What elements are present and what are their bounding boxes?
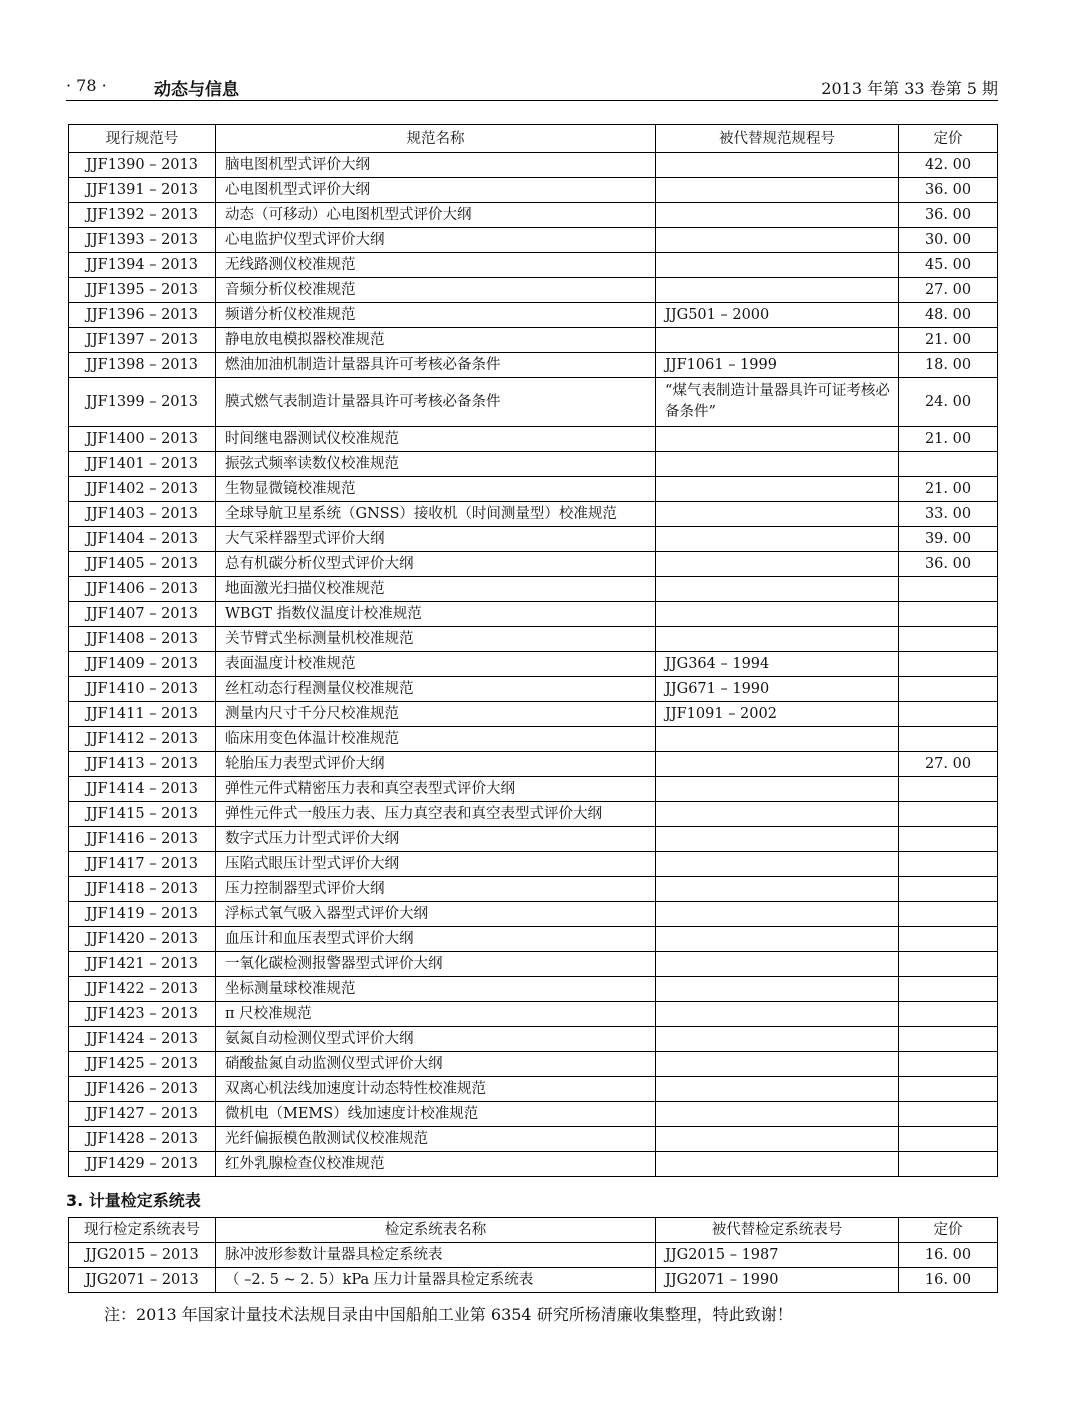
- table-row: [69, 977, 998, 1002]
- replaced-cell: JJG2071 – 1990: [656, 1268, 899, 1293]
- replaced-cell: [656, 178, 899, 203]
- name-cell: 硝酸盐氮自动监测仪型式评价大纲: [216, 1052, 656, 1077]
- code-cell: JJF1397 – 2013: [69, 328, 216, 353]
- table-row: [69, 1027, 998, 1052]
- table-row: [69, 902, 998, 927]
- code-cell: JJF1417 – 2013: [69, 852, 216, 877]
- code-cell: JJF1393 – 2013: [69, 228, 216, 253]
- code-cell: JJG2071 – 2013: [69, 1268, 216, 1293]
- price-cell: [899, 702, 998, 727]
- table-row: [69, 1077, 998, 1102]
- name-cell: 大气采样器型式评价大纲: [216, 527, 656, 552]
- name-cell: 一氧化碳检测报警器型式评价大纲: [216, 952, 656, 977]
- code-cell: JJF1411 – 2013: [69, 702, 216, 727]
- col-header-price: 定价: [899, 125, 998, 153]
- price-cell: [899, 627, 998, 652]
- code-cell: JJF1414 – 2013: [69, 777, 216, 802]
- name-cell: 表面温度计校准规范: [216, 652, 656, 677]
- replaced-cell: [656, 203, 899, 228]
- replaced-cell: [656, 1077, 899, 1102]
- name-cell: 振弦式频率读数仪校准规范: [216, 452, 656, 477]
- specification-table: [68, 124, 998, 1177]
- code-cell: JJF1428 – 2013: [69, 1127, 216, 1152]
- table-row: [69, 228, 998, 253]
- name-cell: 膜式燃气表制造计量器具许可考核必备条件: [216, 378, 656, 427]
- name-cell: 浮标式氧气吸入器型式评价大纲: [216, 902, 656, 927]
- table-row: [69, 427, 998, 452]
- replaced-cell: JJG671 – 1990: [656, 677, 899, 702]
- code-cell: JJF1402 – 2013: [69, 477, 216, 502]
- table-row: [69, 153, 998, 178]
- code-cell: JJF1410 – 2013: [69, 677, 216, 702]
- name-cell: 轮胎压力表型式评价大纲: [216, 752, 656, 777]
- code-cell: JJF1406 – 2013: [69, 577, 216, 602]
- code-cell: JJF1422 – 2013: [69, 977, 216, 1002]
- replaced-cell: “煤气表制造计量器具许可证考核必备条件”: [656, 378, 899, 427]
- price-cell: 24. 00: [899, 378, 998, 427]
- price-cell: [899, 1027, 998, 1052]
- code-cell: JJF1407 – 2013: [69, 602, 216, 627]
- table-row: [69, 552, 998, 577]
- replaced-cell: [656, 927, 899, 952]
- name-cell: 氨氮自动检测仪型式评价大纲: [216, 1027, 656, 1052]
- name-cell: WBGT 指数仪温度计校准规范: [216, 602, 656, 627]
- code-cell: JJF1408 – 2013: [69, 627, 216, 652]
- replaced-cell: [656, 802, 899, 827]
- code-cell: JJF1426 – 2013: [69, 1077, 216, 1102]
- replaced-cell: [656, 827, 899, 852]
- price-cell: [899, 727, 998, 752]
- issue-label: 2013 年第 33 卷第 5 期: [821, 79, 998, 98]
- table-row: [69, 852, 998, 877]
- price-cell: 18. 00: [899, 353, 998, 378]
- section-title: 动态与信息: [154, 80, 239, 100]
- name-cell: 燃油加油机制造计量器具许可考核必备条件: [216, 353, 656, 378]
- price-cell: [899, 927, 998, 952]
- price-cell: [899, 802, 998, 827]
- name-cell: 全球导航卫星系统（GNSS）接收机（时间测量型）校准规范: [216, 502, 656, 527]
- code-cell: JJF1399 – 2013: [69, 378, 216, 427]
- replaced-cell: [656, 527, 899, 552]
- name-cell: 静电放电模拟器校准规范: [216, 328, 656, 353]
- table-row: [69, 1002, 998, 1027]
- code-cell: JJF1419 – 2013: [69, 902, 216, 927]
- col-header-code: 现行规范号: [69, 125, 216, 153]
- code-cell: JJG2015 – 2013: [69, 1243, 216, 1268]
- col-header-name: 检定系统表名称: [216, 1218, 656, 1243]
- name-cell: 脑电图机型式评价大纲: [216, 153, 656, 178]
- replaced-cell: [656, 153, 899, 178]
- col-header-code: 现行检定系统表号: [69, 1218, 216, 1243]
- table-row: [69, 502, 998, 527]
- code-cell: JJF1413 – 2013: [69, 752, 216, 777]
- col-header-replaced: 被代替检定系统表号: [656, 1218, 899, 1243]
- code-cell: JJF1424 – 2013: [69, 1027, 216, 1052]
- table-row: [69, 877, 998, 902]
- price-cell: 21. 00: [899, 427, 998, 452]
- name-cell: 红外乳腺检查仪校准规范: [216, 1152, 656, 1177]
- table-row: [69, 477, 998, 502]
- table-row: [69, 452, 998, 477]
- price-cell: 36. 00: [899, 552, 998, 577]
- price-cell: 48. 00: [899, 303, 998, 328]
- price-cell: [899, 1102, 998, 1127]
- price-cell: 16. 00: [899, 1268, 998, 1293]
- replaced-cell: [656, 452, 899, 477]
- table-row: [69, 253, 998, 278]
- table-row: [69, 328, 998, 353]
- replaced-cell: [656, 627, 899, 652]
- table-row: [69, 652, 998, 677]
- replaced-cell: JJF1091 – 2002: [656, 702, 899, 727]
- code-cell: JJF1398 – 2013: [69, 353, 216, 378]
- table-row: [69, 577, 998, 602]
- table-row: [69, 1127, 998, 1152]
- replaced-cell: [656, 552, 899, 577]
- code-cell: JJF1405 – 2013: [69, 552, 216, 577]
- replaced-cell: JJF1061 – 1999: [656, 353, 899, 378]
- table-header-row: [69, 125, 998, 153]
- replaced-cell: [656, 502, 899, 527]
- replaced-cell: [656, 902, 899, 927]
- price-cell: 36. 00: [899, 203, 998, 228]
- replaced-cell: [656, 752, 899, 777]
- replaced-cell: [656, 477, 899, 502]
- replaced-cell: [656, 1052, 899, 1077]
- price-cell: 42. 00: [899, 153, 998, 178]
- table-row: [69, 1243, 998, 1268]
- replaced-cell: JJG364 – 1994: [656, 652, 899, 677]
- replaced-cell: [656, 1127, 899, 1152]
- table-row: [69, 777, 998, 802]
- name-cell: 时间继电器测试仪校准规范: [216, 427, 656, 452]
- price-cell: 45. 00: [899, 253, 998, 278]
- table-row: [69, 303, 998, 328]
- replaced-cell: [656, 278, 899, 303]
- name-cell: 压力控制器型式评价大纲: [216, 877, 656, 902]
- table-row: [69, 378, 998, 427]
- replaced-cell: [656, 852, 899, 877]
- name-cell: 光纤偏振模色散测试仪校准规范: [216, 1127, 656, 1152]
- price-cell: [899, 602, 998, 627]
- replaced-cell: [656, 877, 899, 902]
- price-cell: [899, 1127, 998, 1152]
- name-cell: 无线路测仪校准规范: [216, 253, 656, 278]
- code-cell: JJF1390 – 2013: [69, 153, 216, 178]
- code-cell: JJF1420 – 2013: [69, 927, 216, 952]
- price-cell: 21. 00: [899, 328, 998, 353]
- price-cell: [899, 1152, 998, 1177]
- replaced-cell: [656, 1152, 899, 1177]
- price-cell: 33. 00: [899, 502, 998, 527]
- replaced-cell: JJG2015 – 1987: [656, 1243, 899, 1268]
- table-row: [69, 203, 998, 228]
- page-number: · 78 ·: [66, 76, 107, 95]
- table-row: [69, 602, 998, 627]
- section3-title: 3. 计量检定系统表: [66, 1191, 201, 1210]
- replaced-cell: JJG501 – 2000: [656, 303, 899, 328]
- name-cell: 丝杠动态行程测量仪校准规范: [216, 677, 656, 702]
- name-cell: 血压计和血压表型式评价大纲: [216, 927, 656, 952]
- footnote: 注：2013 年国家计量技术法规目录由中国船舶工业第 6354 研究所杨清廉收集整理，特此致谢！: [104, 1305, 793, 1324]
- name-cell: 心电图机型式评价大纲: [216, 178, 656, 203]
- replaced-cell: [656, 602, 899, 627]
- name-cell: 脉冲波形参数计量器具检定系统表: [216, 1243, 656, 1268]
- code-cell: JJF1392 – 2013: [69, 203, 216, 228]
- price-cell: [899, 1002, 998, 1027]
- table-row: [69, 752, 998, 777]
- price-cell: 21. 00: [899, 477, 998, 502]
- name-cell: 关节臂式坐标测量机校准规范: [216, 627, 656, 652]
- code-cell: JJF1409 – 2013: [69, 652, 216, 677]
- replaced-cell: [656, 977, 899, 1002]
- replaced-cell: [656, 1002, 899, 1027]
- price-cell: 27. 00: [899, 752, 998, 777]
- name-cell: 动态（可移动）心电图机型式评价大纲: [216, 203, 656, 228]
- table-row: [69, 702, 998, 727]
- page-header: [66, 74, 998, 101]
- price-cell: [899, 452, 998, 477]
- code-cell: JJF1412 – 2013: [69, 727, 216, 752]
- code-cell: JJF1423 – 2013: [69, 1002, 216, 1027]
- replaced-cell: [656, 427, 899, 452]
- price-cell: [899, 952, 998, 977]
- code-cell: JJF1427 – 2013: [69, 1102, 216, 1127]
- name-cell: 地面激光扫描仪校准规范: [216, 577, 656, 602]
- replaced-cell: [656, 253, 899, 278]
- code-cell: JJF1391 – 2013: [69, 178, 216, 203]
- name-cell: 微机电（MEMS）线加速度计校准规范: [216, 1102, 656, 1127]
- price-cell: 36. 00: [899, 178, 998, 203]
- price-cell: [899, 977, 998, 1002]
- code-cell: JJF1404 – 2013: [69, 527, 216, 552]
- table-row: [69, 1268, 998, 1293]
- replaced-cell: [656, 952, 899, 977]
- price-cell: 39. 00: [899, 527, 998, 552]
- code-cell: JJF1425 – 2013: [69, 1052, 216, 1077]
- name-cell: 坐标测量球校准规范: [216, 977, 656, 1002]
- code-cell: JJF1416 – 2013: [69, 827, 216, 852]
- table-row: [69, 727, 998, 752]
- name-cell: 频谱分析仪校准规范: [216, 303, 656, 328]
- replaced-cell: [656, 328, 899, 353]
- price-cell: [899, 1052, 998, 1077]
- verification-system-table: [68, 1217, 998, 1293]
- table-row: [69, 1152, 998, 1177]
- price-cell: [899, 877, 998, 902]
- table-row: [69, 1052, 998, 1077]
- price-cell: [899, 777, 998, 802]
- table-row: [69, 802, 998, 827]
- name-cell: 压陷式眼压计型式评价大纲: [216, 852, 656, 877]
- price-cell: 16. 00: [899, 1243, 998, 1268]
- code-cell: JJF1395 – 2013: [69, 278, 216, 303]
- price-cell: [899, 577, 998, 602]
- table-row: [69, 627, 998, 652]
- price-cell: [899, 652, 998, 677]
- replaced-cell: [656, 577, 899, 602]
- name-cell: 测量内尺寸千分尺校准规范: [216, 702, 656, 727]
- col-header-price: 定价: [899, 1218, 998, 1243]
- replaced-cell: [656, 777, 899, 802]
- col-header-replaced: 被代替规范规程号: [656, 125, 899, 153]
- table-row: [69, 178, 998, 203]
- name-cell: 心电监护仪型式评价大纲: [216, 228, 656, 253]
- name-cell: 临床用变色体温计校准规范: [216, 727, 656, 752]
- price-cell: 27. 00: [899, 278, 998, 303]
- name-cell: 数字式压力计型式评价大纲: [216, 827, 656, 852]
- price-cell: [899, 1077, 998, 1102]
- table-row: [69, 278, 998, 303]
- code-cell: JJF1415 – 2013: [69, 802, 216, 827]
- table-row: [69, 952, 998, 977]
- code-cell: JJF1429 – 2013: [69, 1152, 216, 1177]
- table-row: [69, 927, 998, 952]
- replaced-cell: [656, 228, 899, 253]
- price-cell: [899, 677, 998, 702]
- price-cell: [899, 827, 998, 852]
- name-cell: （ –2. 5 ~ 2. 5）kPa 压力计量器具检定系统表: [216, 1268, 656, 1293]
- name-cell: 音频分析仪校准规范: [216, 278, 656, 303]
- price-cell: [899, 852, 998, 877]
- code-cell: JJF1401 – 2013: [69, 452, 216, 477]
- code-cell: JJF1394 – 2013: [69, 253, 216, 278]
- table-row: [69, 827, 998, 852]
- price-cell: 30. 00: [899, 228, 998, 253]
- code-cell: JJF1403 – 2013: [69, 502, 216, 527]
- name-cell: 生物显微镜校准规范: [216, 477, 656, 502]
- table-row: [69, 353, 998, 378]
- table-row: [69, 1102, 998, 1127]
- table-row: [69, 677, 998, 702]
- table-row: [69, 527, 998, 552]
- name-cell: 弹性元件式一般压力表、压力真空表和真空表型式评价大纲: [216, 802, 656, 827]
- code-cell: JJF1418 – 2013: [69, 877, 216, 902]
- code-cell: JJF1396 – 2013: [69, 303, 216, 328]
- name-cell: 双离心机法线加速度计动态特性校准规范: [216, 1077, 656, 1102]
- name-cell: π 尺校准规范: [216, 1002, 656, 1027]
- col-header-name: 规范名称: [216, 125, 656, 153]
- replaced-cell: [656, 727, 899, 752]
- code-cell: JJF1421 – 2013: [69, 952, 216, 977]
- price-cell: [899, 902, 998, 927]
- table-header-row: [69, 1218, 998, 1243]
- code-cell: JJF1400 – 2013: [69, 427, 216, 452]
- replaced-cell: [656, 1027, 899, 1052]
- replaced-cell: [656, 1102, 899, 1127]
- name-cell: 总有机碳分析仪型式评价大纲: [216, 552, 656, 577]
- name-cell: 弹性元件式精密压力表和真空表型式评价大纲: [216, 777, 656, 802]
